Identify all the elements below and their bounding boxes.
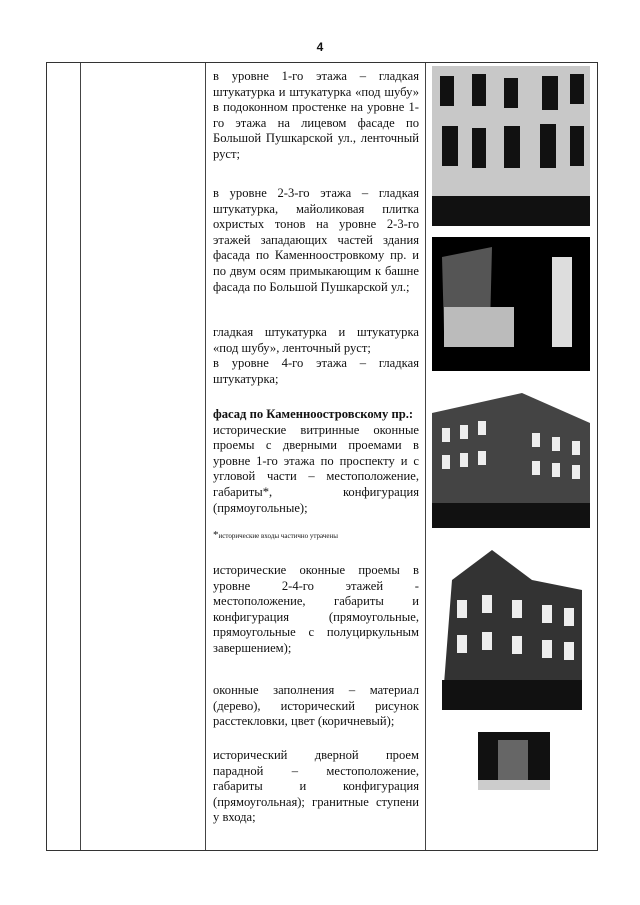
text-paragraph: в уровне 4-го этажа – гладкая штукатурка;	[213, 356, 419, 386]
text-paragraph: исторические оконные проемы в уровне 2-4-го этажей - местоположение, габариты и конфигурация (прямоугольные, прямоугольные с полуциркульным завершением);	[213, 563, 419, 655]
facade-photo-corner-tower	[432, 540, 590, 720]
facade-section	[213, 407, 419, 516]
footnote-text: исторические входы частично утрачены	[218, 532, 338, 540]
facade-photo-ground-floor	[432, 66, 590, 226]
facade-photo-majolica	[432, 237, 590, 371]
footnote	[213, 530, 419, 541]
text-paragraph: гладкая штукатурка и штукатурка «под шубу», ленточный руст;	[213, 325, 419, 355]
text-paragraph: оконные заполнения – материал (дерево), исторический рисунок расстекловки, цвет (коричневый);	[213, 683, 419, 729]
column-divider	[425, 63, 426, 850]
footnote-mark: *	[213, 529, 219, 541]
text-paragraph: исторические витринные оконные проемы с дверными проемами в уровне 1-го этажа по проспекту и с угловой части – местоположение, габариты*, конфигурация (прямоугольные);	[213, 422, 419, 515]
text-paragraph: в уровне 1-го этажа – гладкая штукатурка и штукатурка «под шубу» в подоконном простенке на уровне 1-го этажа на лицевом фасаде по Большой Пушкарской ул., ленточный руст;	[213, 69, 419, 161]
text-paragraph: в уровне 2-3-го этажа – гладкая штукатурка, майоликовая плитка охристых тонов на уровне 2-3-го этажей западающих частей здания фасада по Каменноостровкому пр. и по двум осям примыкающим к башне фасада по Большой Пушкарской ул.;	[213, 186, 419, 294]
entrance-door-photo	[478, 732, 550, 790]
facade-photo-kamennoostrovsky	[432, 393, 590, 528]
page-number: 4	[316, 40, 324, 54]
column-divider	[205, 63, 206, 850]
text-paragraph: исторический дверной проем парадной – местоположение, габариты и конфигурация (прямоугольная); гранитные ступени у входа;	[213, 748, 419, 825]
facade-heading: фасад по Каменноостровскому пр.:	[213, 407, 414, 421]
column-divider	[80, 63, 81, 850]
